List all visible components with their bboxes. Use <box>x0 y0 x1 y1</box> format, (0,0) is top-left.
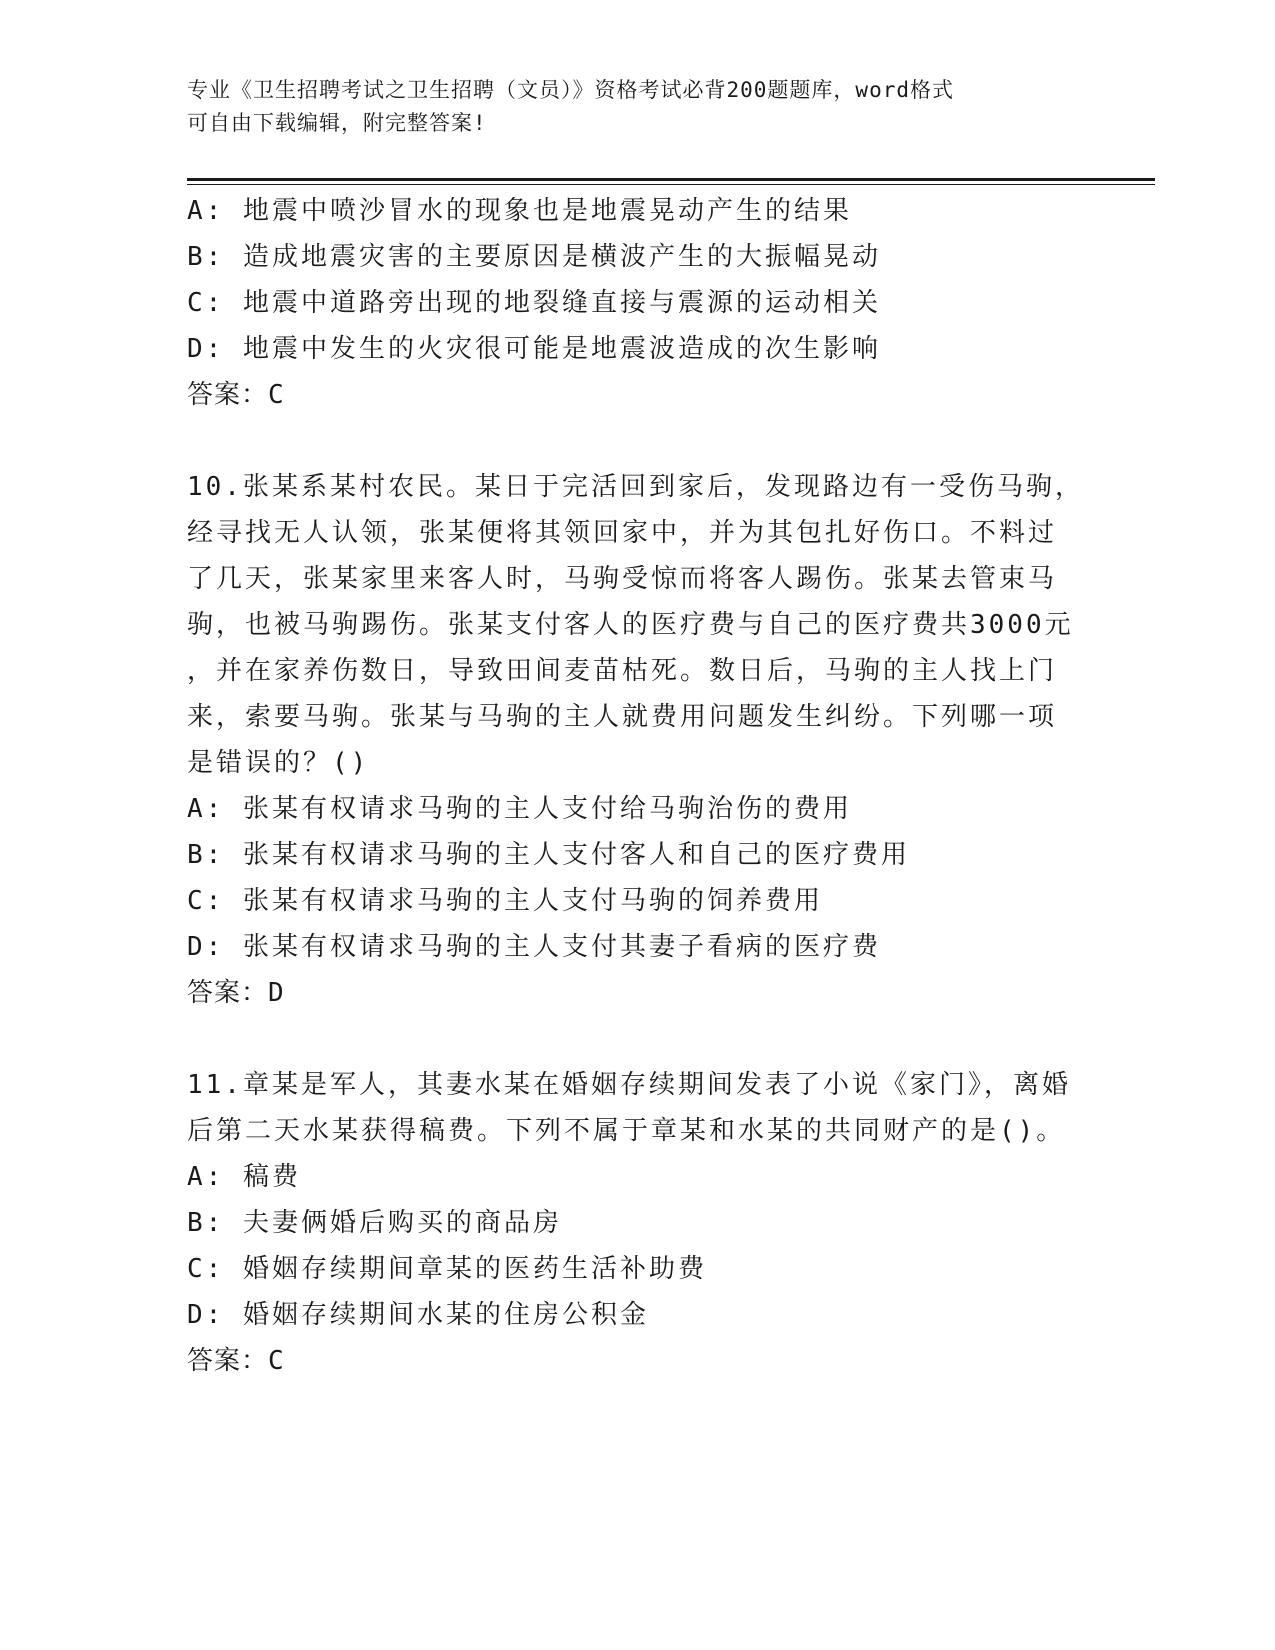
spacer <box>187 418 1087 464</box>
q11-option-c: C: 婚姻存续期间章某的医药生活补助费 <box>187 1254 707 1284</box>
header-rule-thin <box>187 184 1155 185</box>
q10-text-line: 了几天，张某家里来客人时，马驹受惊而将客人踢伤。张某去管束马 <box>187 564 1058 594</box>
q11-answer: 答案：C <box>187 1346 285 1376</box>
q10-option-d: D: 张某有权请求马驹的主人支付其妻子看病的医疗费 <box>187 932 881 962</box>
page-header <box>187 74 1067 140</box>
q9-option-a: A: 地震中喷沙冒水的现象也是地震晃动产生的结果 <box>187 196 852 226</box>
q11-option-a: A: 稿费 <box>187 1162 301 1192</box>
q10-text-line: ，并在家养伤数日，导致田间麦苗枯死。数日后，马驹的主人找上门 <box>187 656 1058 686</box>
q9-option-b: B: 造成地震灾害的主要原因是横波产生的大振幅晃动 <box>187 242 881 272</box>
q11-option-b: B: 夫妻俩婚后购买的商品房 <box>187 1208 562 1238</box>
header-line-2: 可自由下载编辑，附完整答案! <box>187 111 487 135</box>
header-rule-thick <box>187 178 1155 181</box>
q11-text-line: 后第二天水某获得稿费。下列不属于章某和水某的共同财产的是()。 <box>187 1116 1066 1146</box>
header-line-1: 专业《卫生招聘考试之卫生招聘（文员）》资格考试必背200题题库，word格式 <box>187 78 954 102</box>
q10-option-a: A: 张某有权请求马驹的主人支付给马驹治伤的费用 <box>187 794 852 824</box>
q9-option-c: C: 地震中道路旁出现的地裂缝直接与震源的运动相关 <box>187 288 881 318</box>
spacer <box>187 1016 1087 1062</box>
question-9 <box>187 188 1087 418</box>
q10-answer: 答案：D <box>187 978 285 1008</box>
q10-text-line: 10.张某系某村农民。某日于完活回到家后，发现路边有一受伤马驹， <box>187 472 1084 502</box>
q10-text-line: 来，索要马驹。张某与马驹的主人就费用问题发生纠纷。下列哪一项 <box>187 702 1058 732</box>
q10-text-line: 经寻找无人认领，张某便将其领回家中，并为其包扎好伤口。不料过 <box>187 518 1058 548</box>
q10-text-line: 驹，也被马驹踢伤。张某支付客人的医疗费与自己的医疗费共3000元 <box>187 610 1074 640</box>
q10-option-c: C: 张某有权请求马驹的主人支付马驹的饲养费用 <box>187 886 823 916</box>
q9-answer: 答案：C <box>187 380 285 410</box>
question-content <box>187 188 1087 1384</box>
q11-option-d: D: 婚姻存续期间水某的住房公积金 <box>187 1300 649 1330</box>
q10-option-b: B: 张某有权请求马驹的主人支付客人和自己的医疗费用 <box>187 840 910 870</box>
question-11 <box>187 1062 1087 1384</box>
q11-text-line: 11.章某是军人，其妻水某在婚姻存续期间发表了小说《家门》，离婚 <box>187 1070 1071 1100</box>
q10-text-line: 是错误的？() <box>187 748 370 778</box>
question-10 <box>187 464 1087 1016</box>
q9-option-d: D: 地震中发生的火灾很可能是地震波造成的次生影响 <box>187 334 881 364</box>
